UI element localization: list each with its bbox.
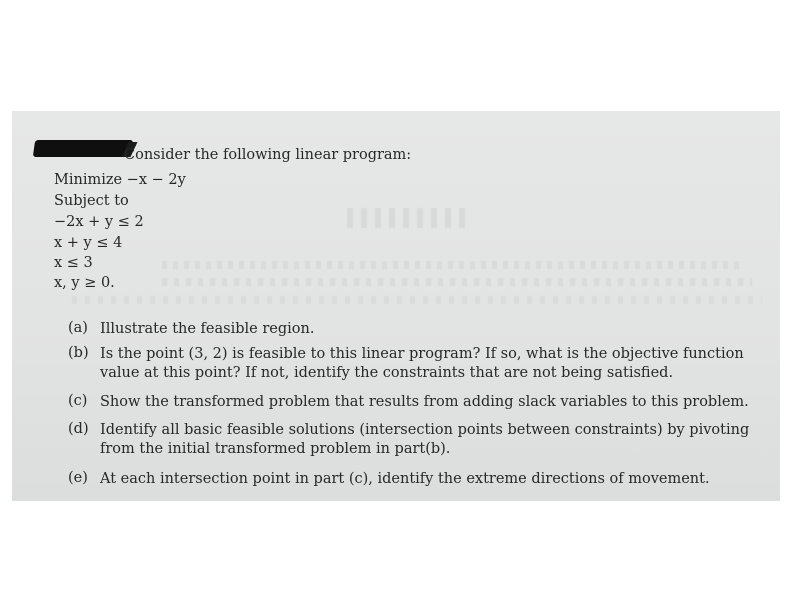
question-a-label: (a): [68, 320, 88, 336]
problem-header: Consider the following linear program:: [124, 147, 412, 163]
constraint-1: −2x + y ≤ 2: [54, 214, 144, 230]
subject-to-label: Subject to: [54, 193, 129, 209]
bleed-through-mark: [162, 261, 742, 269]
question-b-label: (b): [68, 345, 89, 361]
objective: Minimize −x − 2y: [54, 172, 186, 188]
bleed-through-mark: [347, 208, 467, 228]
question-d-label: (d): [68, 421, 89, 437]
question-b-text-line2: value at this point? If not, identify the constraints that are not being satisfied.: [100, 365, 674, 381]
question-e-label: (e): [68, 470, 88, 486]
bleed-through-mark: [72, 296, 762, 304]
constraint-2: x + y ≤ 4: [54, 235, 123, 251]
redaction-block: [33, 140, 133, 157]
question-d-text-line1: Identify all basic feasible solutions (intersection points between constraints) by pivoting: [100, 422, 750, 438]
constraint-nonnegativity: x, y ≥ 0.: [54, 275, 115, 291]
constraint-3: x ≤ 3: [54, 255, 93, 271]
question-c-label: (c): [68, 393, 88, 409]
bleed-through-mark: [162, 278, 752, 286]
question-c-text: Show the transformed problem that results from adding slack variables to this problem.: [100, 394, 749, 410]
question-a-text: Illustrate the feasible region.: [100, 321, 315, 337]
document-photo: [12, 111, 780, 501]
question-b-text-line1: Is the point (3, 2) is feasible to this linear program? If so, what is the objective function: [100, 346, 744, 362]
question-d-text-line2: from the initial transformed problem in part(b).: [100, 441, 451, 457]
question-e-text: At each intersection point in part (c), identify the extreme directions of movement.: [100, 471, 710, 487]
